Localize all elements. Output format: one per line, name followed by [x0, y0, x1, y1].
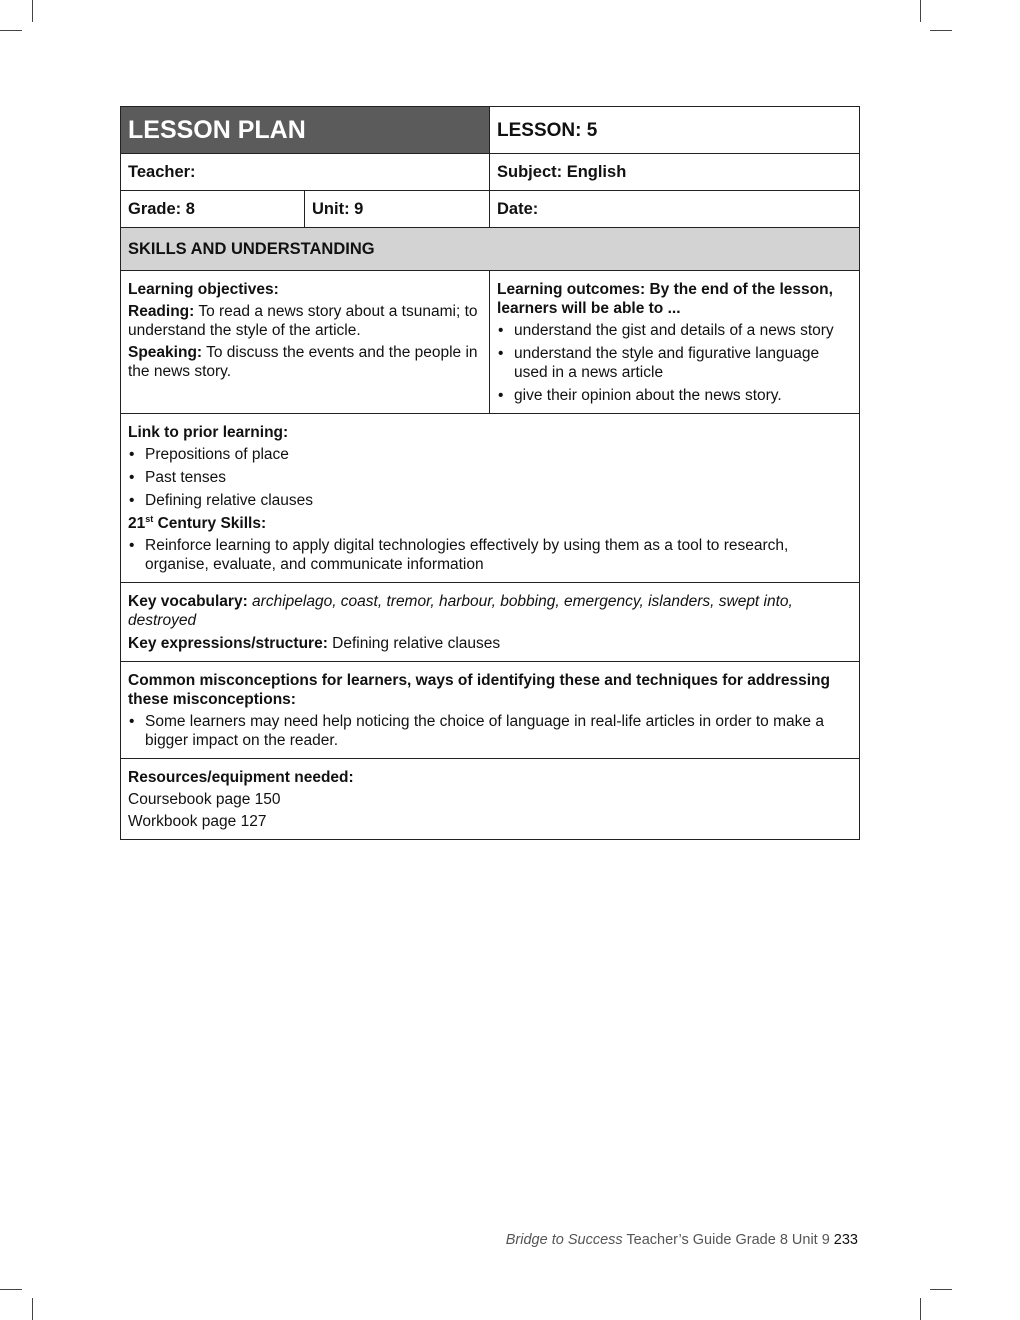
- list-item: • Some learners may need help noticing the choice of language in real-life articles in order to make a bigger impact on the reader.: [128, 712, 852, 750]
- expr-label: Key expressions/structure:: [128, 635, 328, 652]
- century-rest: Century Skills:: [153, 515, 267, 532]
- list-item: • Reinforce learning to apply digital technologies effectively by using them as a tool to research, organise, evaluate, and communicate information: [128, 536, 852, 574]
- reading-text: To read a news story about a tsunami; to understand the style of the article.: [128, 303, 478, 339]
- century-num: 21: [128, 515, 146, 532]
- page-number: 233: [833, 1232, 858, 1248]
- crop-mark: [920, 1298, 921, 1320]
- grade-field: Grade: 8: [121, 191, 305, 228]
- resource-item: Workbook page 127: [128, 813, 267, 830]
- outcomes-heading: Learning outcomes: By the end of the lesson, learners will be able to ...: [497, 281, 833, 317]
- crop-mark: [32, 1298, 33, 1320]
- expressions-line: [128, 634, 852, 653]
- learning-objectives: [121, 271, 490, 414]
- list-item: • give their opinion about the news story.: [497, 386, 852, 405]
- resource-item: Coursebook page 150: [128, 791, 281, 808]
- resources: [121, 759, 860, 840]
- learning-outcomes: [490, 271, 860, 414]
- list-item: • Past tenses: [128, 468, 852, 487]
- subject-field: Subject: English: [490, 154, 860, 191]
- speaking-text: To discuss the events and the people in the news story.: [128, 344, 478, 380]
- vocab-text: archipelago, coast, tremor, harbour, bobbing, emergency, islanders, swept into, destroyed: [128, 593, 793, 629]
- crop-mark: [32, 0, 33, 22]
- prior-list: [128, 445, 852, 510]
- misconceptions-list: [128, 712, 852, 750]
- teacher-field: Teacher:: [121, 154, 490, 191]
- skills-heading: SKILLS AND UNDERSTANDING: [121, 228, 860, 271]
- vocab-line: [128, 592, 852, 630]
- reading-label: Reading:: [128, 303, 195, 320]
- misconceptions-heading: Common misconceptions for learners, ways of identifying these and techniques for addressing these misconceptions:: [128, 672, 830, 708]
- footer-text: Teacher’s Guide Grade 8 Unit 9: [622, 1232, 830, 1248]
- lesson-number: LESSON: 5: [490, 107, 860, 154]
- century-skills-list: [128, 536, 852, 574]
- century-sup: st: [145, 513, 154, 524]
- lesson-plan-table: [120, 106, 860, 840]
- crop-mark: [930, 30, 952, 31]
- crop-mark: [930, 1289, 952, 1290]
- list-item: • understand the gist and details of a news story: [497, 321, 852, 340]
- unit-field: Unit: 9: [305, 191, 490, 228]
- expr-text: Defining relative clauses: [327, 635, 501, 652]
- resources-heading: Resources/equipment needed:: [128, 769, 354, 786]
- crop-mark: [0, 1289, 22, 1290]
- date-field: Date:: [490, 191, 860, 228]
- prior-learning: [121, 414, 860, 583]
- page-footer: [506, 1232, 858, 1248]
- crop-mark: [0, 30, 22, 31]
- prior-heading: Link to prior learning:: [128, 424, 289, 441]
- list-item: • Prepositions of place: [128, 445, 852, 464]
- vocab-label: Key vocabulary:: [128, 593, 248, 610]
- speaking-objective: [128, 343, 482, 381]
- century-skills-heading: [128, 514, 852, 533]
- book-title: Bridge to Success: [505, 1232, 623, 1248]
- key-vocabulary: [121, 583, 860, 662]
- lesson-plan-title: LESSON PLAN: [121, 107, 490, 154]
- speaking-label: Speaking:: [128, 344, 203, 361]
- reading-objective: [128, 302, 482, 340]
- misconceptions: [121, 662, 860, 759]
- objectives-heading: Learning objectives:: [128, 281, 279, 298]
- list-item: • Defining relative clauses: [128, 491, 852, 510]
- crop-mark: [920, 0, 921, 22]
- list-item: • understand the style and figurative language used in a news article: [497, 344, 852, 382]
- outcomes-list: [497, 321, 852, 405]
